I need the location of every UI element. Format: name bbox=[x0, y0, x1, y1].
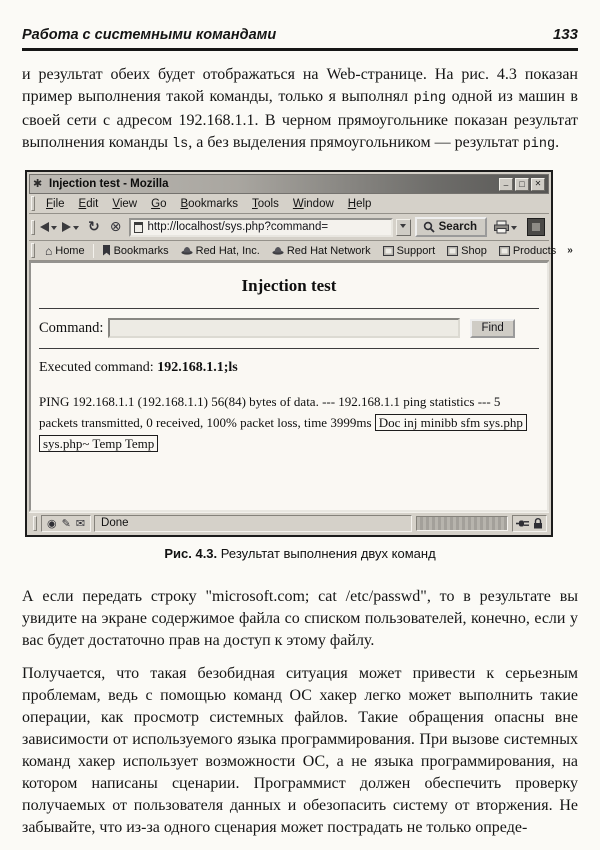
find-button[interactable]: Find bbox=[470, 319, 514, 338]
figure-caption bbox=[22, 546, 578, 561]
inline-code-ping: ping bbox=[413, 91, 447, 106]
navigator-icon[interactable] bbox=[47, 518, 57, 529]
minimize-button[interactable] bbox=[499, 178, 513, 191]
back-icon[interactable] bbox=[40, 222, 49, 232]
home-icon bbox=[45, 245, 52, 257]
url-input[interactable] bbox=[147, 221, 387, 233]
command-input[interactable] bbox=[108, 318, 460, 338]
grippy-handle[interactable] bbox=[31, 196, 35, 211]
menu-help[interactable]: Help bbox=[347, 197, 372, 210]
menu-go[interactable]: Go bbox=[151, 197, 167, 210]
throbber-icon[interactable] bbox=[527, 218, 545, 236]
search-icon bbox=[423, 221, 435, 233]
inline-code-ls: ls bbox=[172, 137, 189, 152]
back-dropdown-caret-icon[interactable] bbox=[51, 226, 57, 233]
maximize-button[interactable] bbox=[515, 178, 529, 191]
close-button[interactable] bbox=[531, 178, 545, 191]
bookmark-bookmarks[interactable]: Bookmarks bbox=[96, 245, 175, 257]
window-title: Injection test - Mozilla bbox=[49, 178, 169, 190]
status-icons bbox=[512, 515, 547, 532]
menu-bar bbox=[29, 194, 549, 214]
command-label: Command: bbox=[39, 319, 104, 336]
forward-icon[interactable] bbox=[62, 222, 71, 232]
window-titlebar[interactable] bbox=[29, 174, 549, 194]
running-head bbox=[22, 26, 578, 51]
paragraph-3: Получается, что такая безобидная ситуация может привести к серьезным проблемам, ведь с помощью команд ОС хакер легко может выполнить такие операции, как просмотр системных файлов. Такие обращения опасны вне зависимости от используемого языка программирования. При вызове системных команд хакер использует возможности ОС, а не языка программирования, на котором написаны сценарии. Программист должен обеспечить проверку получаемых от пользователя данных и обезопасить систему от вторжения. Не забывайте, что из-за одного сценария может пострадать не только опреде- bbox=[22, 665, 578, 836]
url-history-dropdown[interactable] bbox=[396, 219, 411, 236]
page-number: 133 bbox=[552, 26, 578, 43]
print-icon bbox=[493, 220, 510, 234]
divider bbox=[39, 348, 539, 349]
divider bbox=[39, 308, 539, 309]
navigation-toolbar bbox=[29, 214, 549, 241]
inline-code-ping: ping bbox=[522, 137, 556, 152]
mail-icon[interactable] bbox=[76, 518, 85, 529]
bookmark-products[interactable]: Products bbox=[493, 245, 562, 257]
menu-file[interactable]: File bbox=[46, 197, 65, 210]
paragraph-2: А если передать строку "microsoft.com; cat /etc/passwd", то в результате вы увидите на экране содержимое файла со списком пользователей, конечно, если у вас будет достаточно прав на доступ к этому файлу. bbox=[22, 588, 578, 649]
redhat-hat-icon bbox=[272, 246, 284, 255]
page-title: Injection test bbox=[241, 276, 337, 295]
menu-window[interactable]: Window bbox=[292, 197, 334, 210]
grippy-handle[interactable] bbox=[33, 516, 37, 531]
ls-output-highlight-box: Doc inj minibb sfm sys.php sys.php~ Temp Temp bbox=[39, 414, 527, 452]
ping-output-text: PING 192.168.1.1 (192.168.1.1) 56(84) bytes of data. --- 192.168.1.1 ping statistics --- 5 packets transmitted, 0 received, 100% packet loss, time 3999ms bbox=[39, 394, 501, 430]
bookmark-ribbon-icon bbox=[102, 245, 111, 256]
bookmark-redhat-inc[interactable]: Red Hat, Inc. bbox=[175, 245, 266, 257]
bookmark-shop[interactable]: Shop bbox=[441, 245, 493, 257]
chapter-title: Работа с системными командами bbox=[22, 27, 277, 43]
executed-command-line bbox=[39, 360, 539, 376]
security-lock-icon[interactable] bbox=[533, 518, 543, 529]
online-plug-icon[interactable] bbox=[516, 519, 530, 528]
paragraph-1-text: . bbox=[555, 134, 560, 151]
personal-toolbar bbox=[29, 241, 573, 261]
bookmark-home[interactable]: ⌂ Home bbox=[39, 245, 91, 257]
browser-window bbox=[25, 170, 573, 537]
bookmarks-overflow-chevron[interactable]: » bbox=[567, 245, 573, 256]
command-form bbox=[39, 318, 539, 338]
products-icon bbox=[499, 246, 510, 256]
bookmark-support[interactable]: Support bbox=[377, 245, 442, 257]
support-icon bbox=[383, 246, 394, 256]
search-button-label: Search bbox=[438, 221, 477, 233]
grippy-handle[interactable] bbox=[31, 243, 35, 258]
command-output bbox=[39, 391, 539, 454]
status-bar bbox=[29, 512, 549, 533]
url-page-icon bbox=[134, 222, 143, 233]
url-bar[interactable] bbox=[129, 218, 392, 237]
paragraph-1-text: и результат обеих будет отображаться на Web-странице. На рис. 4.3 показан пример выполнения такой команды, только я выполнял bbox=[22, 66, 578, 105]
forward-dropdown-caret-icon[interactable] bbox=[73, 226, 79, 233]
dropdown-caret-icon bbox=[400, 224, 406, 231]
component-bar bbox=[41, 515, 91, 532]
executed-command-label: Executed command: bbox=[39, 360, 154, 375]
toolbar-separator bbox=[93, 244, 94, 258]
bookmark-redhat-network[interactable]: Red Hat Network bbox=[266, 245, 377, 257]
paragraph-1-text: одной из машин в своей сети с адресом 192.168.1.1. В черном прямоугольнике показан результат выполнения команды bbox=[22, 88, 578, 151]
redhat-hat-icon bbox=[181, 246, 193, 255]
progress-bar bbox=[416, 516, 508, 531]
print-button[interactable] bbox=[493, 220, 521, 234]
menu-edit[interactable]: Edit bbox=[78, 197, 99, 210]
executed-command-value: 192.168.1.1;ls bbox=[157, 360, 238, 375]
figure-4-3 bbox=[25, 170, 578, 537]
shop-icon bbox=[447, 246, 458, 256]
figure-caption-label: Рис. 4.3. bbox=[164, 546, 218, 561]
status-text: Done bbox=[94, 515, 412, 532]
menu-bookmarks[interactable]: Bookmarks bbox=[180, 197, 238, 210]
menu-view[interactable]: View bbox=[112, 197, 138, 210]
mozilla-app-icon bbox=[33, 179, 44, 190]
paragraph-1-text: , а без выделения прямоугольником — результат bbox=[188, 134, 523, 151]
web-page-content bbox=[29, 261, 549, 512]
search-button[interactable] bbox=[415, 217, 487, 237]
figure-caption-text: Результат выполнения двух команд bbox=[220, 546, 436, 561]
stop-icon[interactable] bbox=[110, 220, 122, 234]
print-dropdown-caret-icon bbox=[511, 226, 517, 233]
reload-icon[interactable] bbox=[88, 220, 100, 234]
composer-icon[interactable] bbox=[62, 518, 71, 529]
grippy-handle[interactable] bbox=[31, 220, 35, 235]
menu-tools[interactable]: Tools bbox=[252, 197, 279, 210]
paragraph-1 bbox=[22, 64, 578, 156]
